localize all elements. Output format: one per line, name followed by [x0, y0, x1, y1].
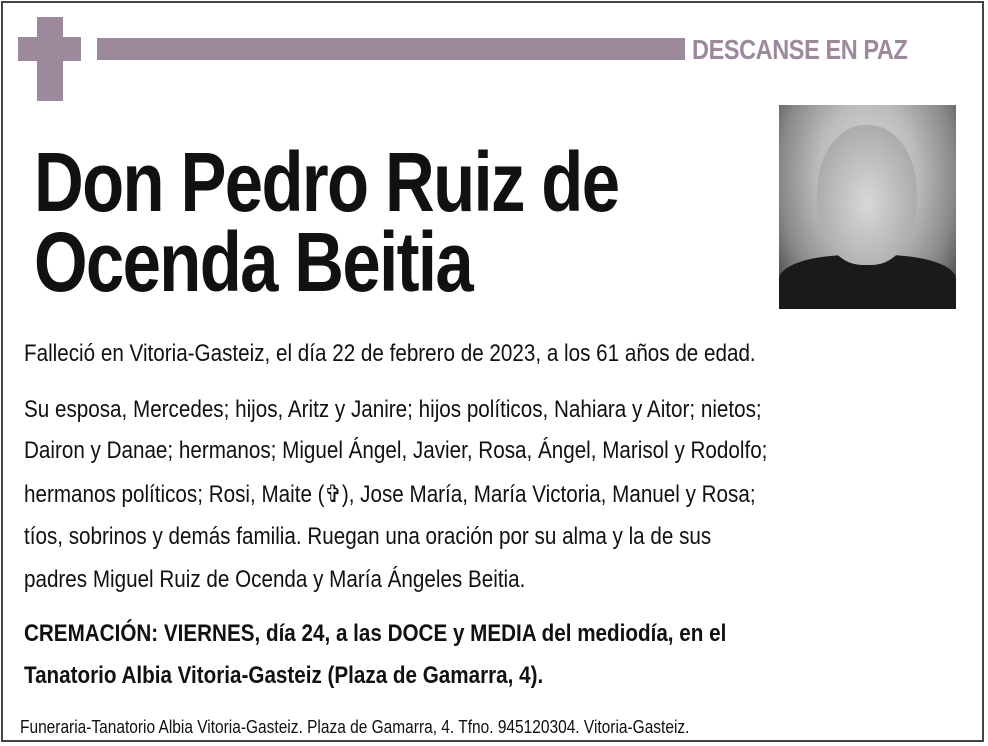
family-line: tíos, sobrinos y demás familia. Ruegan una oración por su alma y la de sus [24, 523, 712, 550]
ceremony-line: CREMACIÓN: VIERNES, día 24, a las DOCE y MEDIA del mediodía, en el [24, 620, 727, 647]
intro-text: Falleció en Vitoria-Gasteiz, el día 22 de febrero de 2023, a los 61 años de edad. [24, 340, 756, 367]
header-bar [97, 38, 685, 60]
family-line: Dairon y Danae; hermanos; Miguel Ángel, Javier, Rosa, Ángel, Marisol y Rodolfo; [24, 437, 768, 464]
family-line: Su esposa, Mercedes; hijos, Aritz y Janire; hijos políticos, Nahiara y Aitor; nietos; [24, 396, 762, 423]
family-line: padres Miguel Ruiz de Ocenda y María Ángeles Beitia. [24, 566, 526, 593]
photo-face [817, 125, 917, 265]
ceremony-line: Tanatorio Albia Vitoria-Gasteiz (Plaza de Gamarra, 4). [24, 662, 544, 689]
family-line: hermanos políticos; Rosi, Maite (✞), Jose María, María Victoria, Manuel y Rosa; [24, 481, 756, 508]
deceased-photo [779, 105, 956, 309]
header-label: DESCANSE EN PAZ [692, 34, 908, 65]
footer-funeral-home: Funeraria-Tanatorio Albia Vitoria-Gasteiz. Plaza de Gamarra, 4. Tfno. 945120304. Vitoria-Gasteiz. [20, 717, 690, 737]
deceased-name-line-2: Ocenda Beitia [34, 215, 473, 309]
deceased-name-line-1: Don Pedro Ruiz de [34, 135, 619, 229]
cross-icon-arm [18, 37, 81, 61]
